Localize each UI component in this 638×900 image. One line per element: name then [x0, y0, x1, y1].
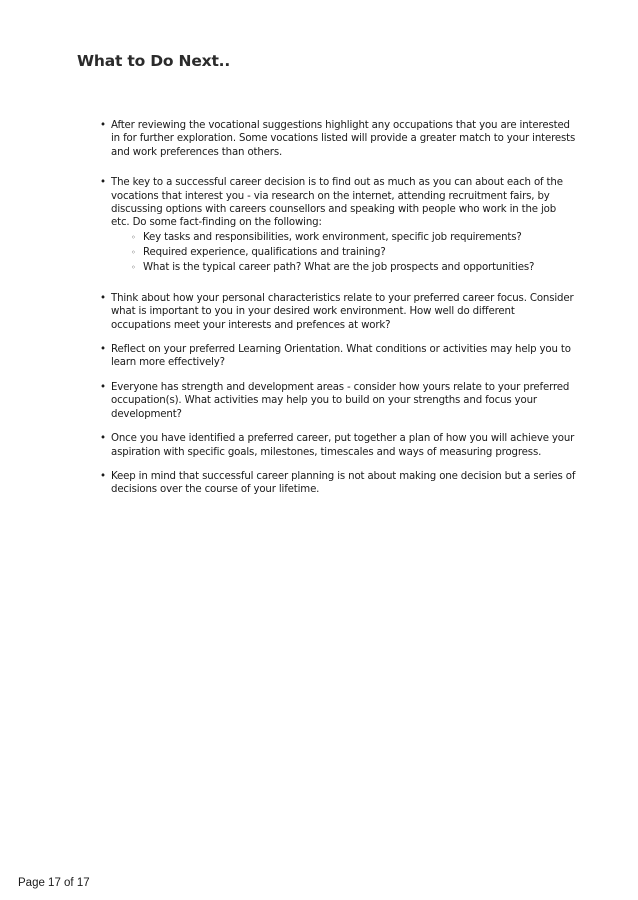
list-item-text: Once you have identified a preferred career, put together a plan of how you will achieve your aspiration with specific goals, milestones, timescales and ways of measuring progress.: [111, 433, 575, 458]
list-item: [100, 119, 576, 159]
list-item-text: Everyone has strength and development areas - consider how yours relate to your preferred occupation(s). What activities may help you to build on your strengths and focus your development?: [111, 381, 570, 420]
list-item: [100, 381, 576, 421]
page-number: Page 17 of 17: [18, 877, 90, 889]
circle-bullet-icon: ◦: [131, 262, 136, 272]
list-item-text: Reflect on your preferred Learning Orientation. What conditions or activities may help you to learn more effectively?: [111, 344, 571, 369]
sub-list-item: [131, 230, 576, 245]
bullet-icon: •: [100, 381, 106, 393]
bullet-icon: •: [100, 433, 106, 445]
fact-finding-list: [111, 230, 576, 275]
bullet-icon: •: [100, 292, 106, 304]
advice-list: [100, 119, 576, 508]
list-item: [100, 343, 576, 370]
sub-list-item-text: Required experience, qualifications and training?: [143, 246, 386, 258]
bullet-icon: •: [100, 344, 106, 356]
list-item: [100, 470, 576, 497]
list-item-text: The key to a successful career decision is to find out as much as you can about each of the vocations that interest you - via research on the internet, attending recruitment fairs, by discussing options with careers counsellors and speaking with people who work in the job etc. Do some fact-finding on the following:: [111, 177, 563, 229]
list-item: [100, 432, 576, 459]
sub-list-item-text: Key tasks and responsibilities, work environment, specific job requirements?: [143, 231, 522, 243]
sub-list-item: [131, 245, 576, 260]
list-item: [100, 292, 576, 332]
circle-bullet-icon: ◦: [131, 247, 136, 257]
circle-bullet-icon: ◦: [131, 232, 136, 242]
bullet-icon: •: [100, 177, 106, 189]
sub-list-item-text: What is the typical career path? What are the job prospects and opportunities?: [143, 261, 535, 273]
sub-list-item: [131, 260, 576, 275]
list-item-text: Think about how your personal characteristics relate to your preferred career focus. Consider what is important to you in your desired work environment. How well do different occupations meet your interests and prefences at work?: [111, 292, 574, 331]
bullet-icon: •: [100, 120, 106, 131]
list-item-text: After reviewing the vocational suggestions highlight any occupations that you are interested in for further exploration. Some vocations listed will provide a greater match to your interests and work preferences than others.: [111, 120, 576, 158]
bullet-icon: •: [100, 470, 106, 482]
list-item: [100, 176, 576, 275]
page-title: What to Do Next..: [77, 52, 231, 70]
list-item-text: Keep in mind that successful career planning is not about making one decision but a series of decisions over the course of your lifetime.: [111, 470, 576, 496]
